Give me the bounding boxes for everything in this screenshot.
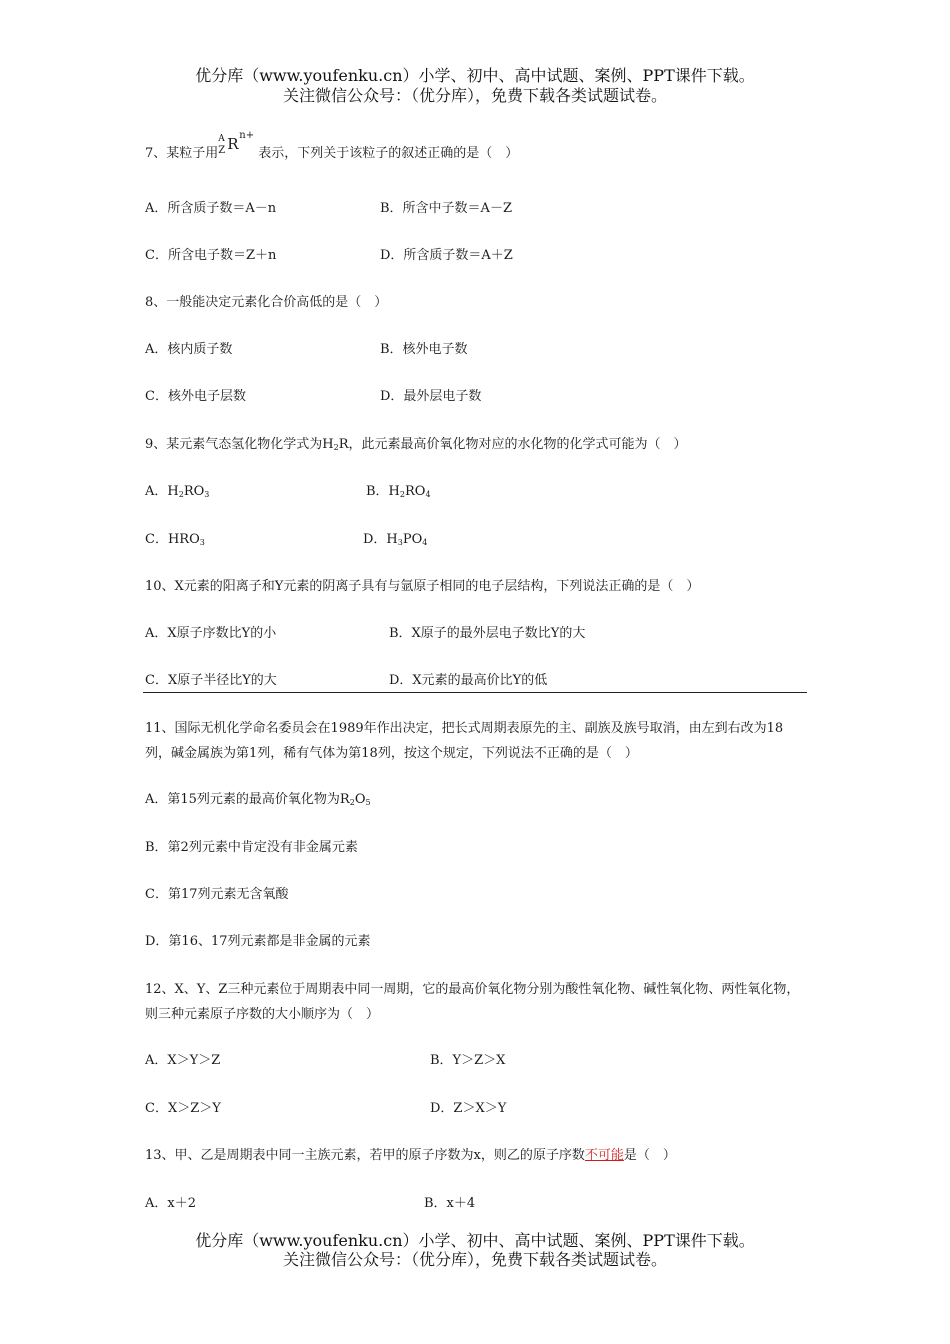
q9-option-a: A．$H_2RO_3$	[145, 484, 210, 499]
q10-stem: 10、X元素的阳离子和Y元素的阴离子具有与氩原子相同的电子层结构，下列说法正确的是（ ）	[145, 579, 700, 594]
q9-option-d: D．$H_3PO_4$	[363, 532, 428, 547]
q10-option-a: A．X原子序数比Y的小	[145, 626, 277, 641]
q7-stem: 7、某粒子用 A Z R n+ 表示，下列关于该粒子的叙述正确的是（ ）	[145, 130, 519, 161]
q8-option-d: D．最外层电子数	[380, 389, 482, 404]
q12-option-d: D．Z＞X＞Y	[430, 1101, 507, 1116]
q13-stem: 13、甲、乙是周期表中同一主族元素，若甲的原子序数为x，则乙的原子序数不可能是（ ）	[145, 1148, 676, 1163]
q12-option-a: A．X＞Y＞Z	[145, 1053, 221, 1068]
q10-option-d: D．X元素的最高价比Y的低	[389, 673, 548, 688]
footer-line-1: 优分库（www.youfenku.cn）小学、初中、高中试题、案例、PPT课件下载。	[195, 1231, 755, 1250]
section-divider	[143, 692, 807, 693]
q11-stem: 11、国际无机化学命名委员会在1989年作出决定，把长式周期表原先的主、副族及族号取消，由左到右改为18列，碱金属族为第1列，稀有气体为第18列，按这个规定，下列说法不正确的是（ ）	[145, 721, 784, 761]
q12-stem: 12、X、Y、Z三种元素位于周期表中同一周期，它的最高价氧化物分别为酸性氧化物、碱性氧化物、两性氧化物，则三种元素原子序数的大小顺序为（ ）	[145, 982, 800, 1022]
q11-option-c: C．第17列元素无含氧酸	[145, 887, 289, 902]
q8-option-a: A．核内质子数	[145, 342, 233, 357]
q7-option-c: C．所含电子数＝Z＋n	[145, 248, 277, 263]
q10-option-b: B．X原子的最外层电子数比Y的大	[389, 626, 586, 641]
header-line-1: 优分库（www.youfenku.cn）小学、初中、高中试题、案例、PPT课件下载。	[195, 66, 755, 85]
q13-option-a: A．x＋2	[145, 1196, 196, 1211]
q12-option-c: C．X＞Z＞Y	[145, 1101, 221, 1116]
q13-option-b: B．x＋4	[424, 1196, 476, 1211]
emphasis-not-possible: 不可能	[584, 1148, 624, 1163]
q7-option-b: B．所含中子数＝A－Z	[380, 201, 512, 216]
q8-option-c: C．核外电子层数	[145, 389, 246, 404]
q11-option-b: B．第2列元素中肯定没有非金属元素	[145, 840, 358, 855]
q8-stem: 8、一般能决定元素化合价高低的是（ ）	[145, 295, 388, 310]
q10-option-c: C．X原子半径比Y的大	[145, 673, 277, 688]
q12-option-b: B．Y＞Z＞X	[430, 1053, 506, 1068]
q8-option-b: B．核外电子数	[380, 342, 468, 357]
q7-option-a: A．所含质子数＝A－n	[145, 201, 277, 216]
nuclide-symbol: A Z R n+	[218, 130, 255, 156]
header-line-2: 关注微信公众号：（优分库），免费下载各类试题试卷。	[282, 86, 667, 105]
q7-option-d: D．所含质子数＝A＋Z	[380, 248, 513, 263]
footer-line-2: 关注微信公众号：（优分库），免费下载各类试题试卷。	[282, 1250, 667, 1269]
q9-option-b: B．$H_2RO_4$	[366, 484, 431, 499]
q9-option-c: C．$HRO_3$	[145, 532, 205, 547]
q11-option-a: A．第15列元素的最高价氧化物为$R_2O_5$	[145, 792, 371, 807]
q11-option-d: D．第16、17列元素都是非金属的元素	[145, 934, 371, 949]
q9-stem: 9、某元素气态氢化物化学式为$H_2R$，此元素最高价氧化物对应的水化物的化学式可能为（ ）	[145, 437, 687, 452]
